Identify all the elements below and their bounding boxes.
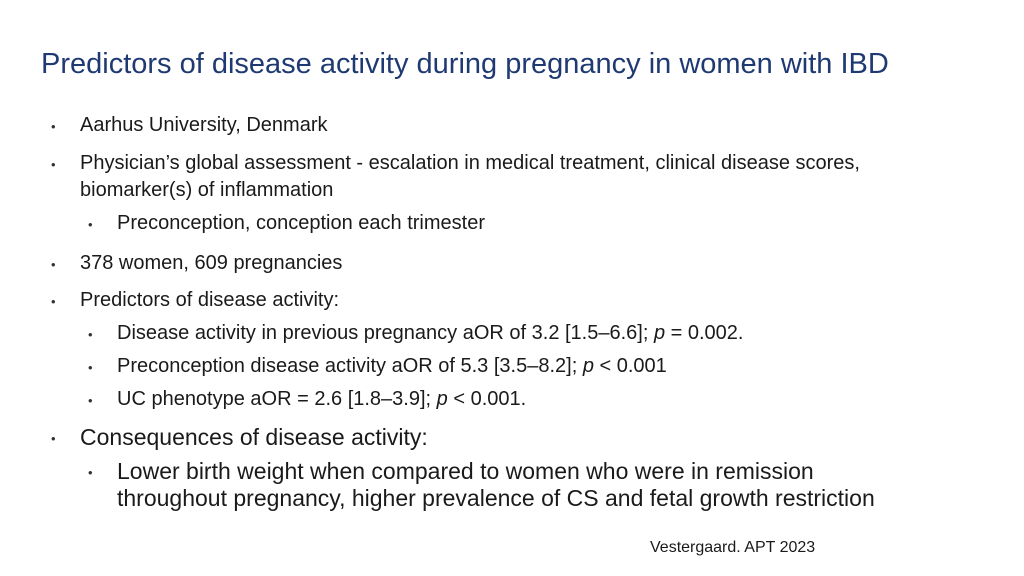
p-symbol: p bbox=[582, 355, 594, 377]
bullet-consequences: Consequences of disease activity: bbox=[80, 424, 428, 450]
citation: Vestergaard. APT 2023 bbox=[650, 539, 816, 556]
text: UC phenotype aOR = 2.6 [1.8–3.9]; bbox=[117, 388, 437, 410]
sub-bullet-outcomes bbox=[117, 458, 997, 512]
sub-bullet-outcomes-line2: throughout pregnancy, higher prevalence of CS and fetal growth restriction bbox=[117, 485, 875, 511]
sub-bullet-dot: • bbox=[88, 465, 93, 480]
sub-bullet-timing: Preconception, conception each trimester bbox=[117, 212, 485, 234]
bullet-dot: • bbox=[51, 157, 56, 172]
bullet-assessment-line1: Physician’s global assessment - escalation in medical treatment, clinical disease scores, bbox=[80, 152, 860, 174]
p-symbol: p bbox=[653, 322, 666, 344]
bullet-dot: • bbox=[51, 119, 56, 134]
sub-bullet-dot: • bbox=[88, 360, 93, 375]
text: = 0.002. bbox=[665, 322, 744, 344]
bullet-cohort: 378 women, 609 pregnancies bbox=[80, 252, 343, 274]
bullet-institution: Aarhus University, Denmark bbox=[80, 114, 328, 136]
sub-bullet-preconception bbox=[117, 353, 997, 380]
bullet-predictors: Predictors of disease activity: bbox=[80, 289, 339, 311]
bullet-dot: • bbox=[51, 431, 56, 446]
bullet-assessment-line2: biomarker(s) of inflammation bbox=[80, 179, 334, 201]
sub-bullet-dot: • bbox=[88, 217, 93, 232]
text: < 0.001. bbox=[447, 388, 527, 410]
text: Disease activity in previous pregnancy aOR of 3.2 [1.5–6.6]; bbox=[117, 322, 654, 344]
text: < 0.001 bbox=[593, 355, 667, 377]
bullet-dot: • bbox=[51, 294, 56, 309]
slide-title: Predictors of disease activity during pregnancy in women with IBD bbox=[41, 48, 889, 80]
p-symbol: p bbox=[436, 388, 448, 410]
sub-bullet-previous-pregnancy bbox=[117, 320, 997, 347]
bullet-dot: • bbox=[51, 257, 56, 272]
sub-bullet-dot: • bbox=[88, 327, 93, 342]
sub-bullet-uc-phenotype bbox=[117, 386, 997, 413]
text: Preconception disease activity aOR of 5.3 [3.5–8.2]; bbox=[117, 355, 583, 377]
bullet-assessment bbox=[80, 150, 1000, 204]
sub-bullet-dot: • bbox=[88, 393, 93, 408]
sub-bullet-outcomes-line1: Lower birth weight when compared to women who were in remission bbox=[117, 458, 814, 484]
